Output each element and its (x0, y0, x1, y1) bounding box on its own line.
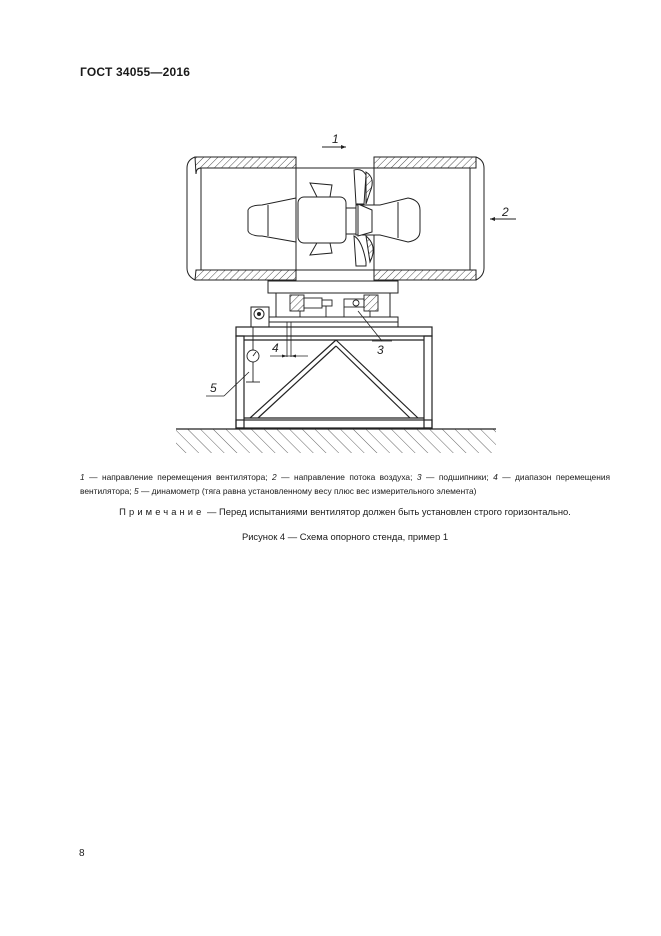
callout-4 (272, 341, 296, 358)
legend-num-3: 3 (416, 472, 422, 482)
callout-3 (358, 311, 392, 357)
pulley (251, 307, 269, 327)
callout-4-label: 4 (272, 341, 279, 355)
dynamometer (246, 327, 260, 382)
legend-num-4: 4 (493, 472, 498, 482)
callout-3-label: 3 (377, 343, 384, 357)
callout-5-label: 5 (210, 381, 217, 395)
note (80, 506, 610, 517)
figure-caption: Рисунок 4 — Схема опорного стенда, пример 1 (241, 531, 449, 542)
legend-text-1: направление перемещения вентилятора; (101, 472, 268, 482)
legend-num-1: 1 (80, 472, 85, 482)
standard-header: ГОСТ 34055—2016 (80, 65, 191, 79)
ground (176, 429, 496, 453)
page-number: 8 (79, 848, 85, 859)
callout-1-label: 1 (332, 132, 339, 146)
legend-text-2: направление потока воздуха; (293, 472, 413, 482)
test-stand-diagram (0, 0, 661, 460)
note-text: — Перед испытаниями вентилятор должен быть установлен строго горизонтально. (207, 506, 571, 517)
callout-2 (490, 205, 516, 221)
bearings (290, 295, 378, 317)
legend-text-5: динамометр (тяга равна установленному весу плюс вес измерительного элемента) (151, 486, 477, 496)
callout-1 (322, 132, 346, 149)
fan-motor (248, 183, 420, 255)
bearing-platform (268, 281, 398, 327)
legend-text-3: подшипники; (438, 472, 489, 482)
callout-5 (206, 372, 249, 396)
support-frame (236, 327, 432, 428)
figure-legend: 1 — направление перемещения вентилятора; 2 — направление потока воздуха; 3 — подшипники; 4 — диапазон перемещения вентилятора; 5 — динамометр (тяга равна установленному весу плюс вес измерительного элемента) (80, 472, 611, 496)
callout-2-label: 2 (502, 205, 509, 219)
legend-text-4: диапазон перемещения вентилятора; (80, 472, 611, 496)
legend-num-5: 5 (133, 486, 139, 496)
note-label: Примечание (119, 506, 205, 517)
legend-num-2: 2 (272, 472, 277, 482)
